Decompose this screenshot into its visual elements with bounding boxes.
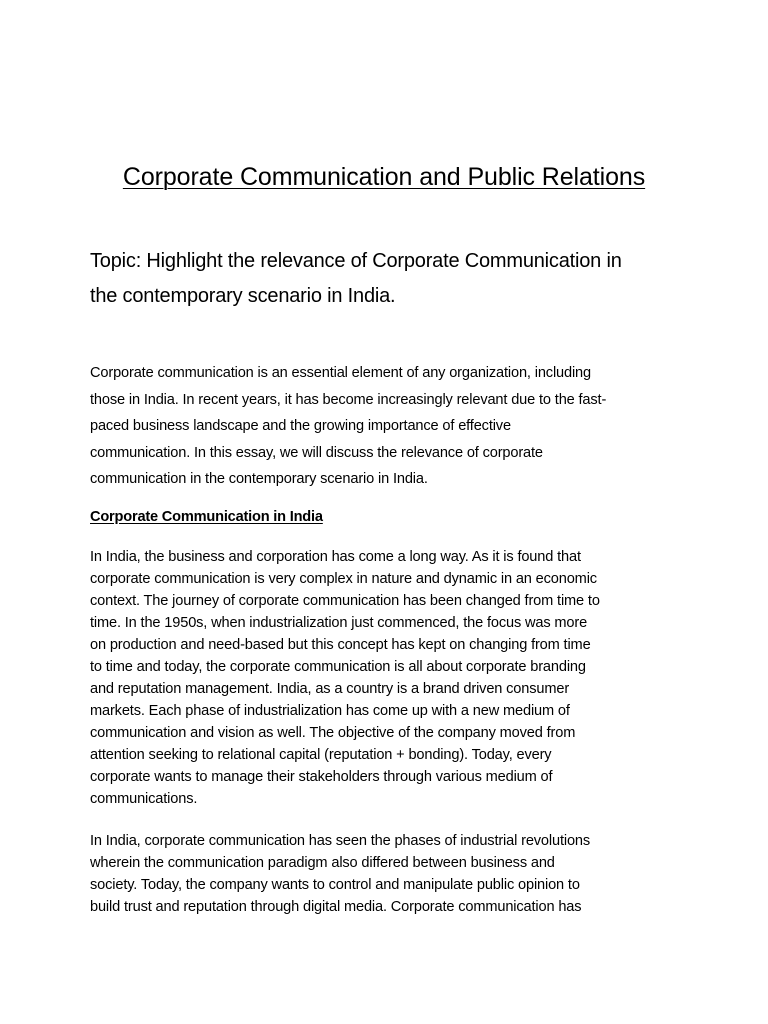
paragraph-line: wherein the communication paradigm also differed between business and (90, 855, 555, 871)
paragraph-line: communication and vision as well. The objective of the company moved from (90, 725, 576, 741)
paragraph-line: build trust and reputation through digital media. Corporate communication has (90, 899, 582, 915)
paragraph-line: corporate wants to manage their stakeholders through various medium of (90, 769, 553, 785)
paragraph-line: on production and need-based but this concept has kept on changing from time (90, 637, 591, 653)
body-paragraph-2 (90, 830, 690, 918)
section-heading: Corporate Communication in India (90, 509, 323, 525)
paragraph-line: context. The journey of corporate communication has been changed from time to (90, 593, 600, 609)
intro-line: communication. In this essay, we will discuss the relevance of corporate (90, 444, 543, 461)
paragraph-line: In India, corporate communication has seen the phases of industrial revolutions (90, 833, 591, 849)
paragraph-line: corporate communication is very complex in nature and dynamic in an economic (90, 571, 597, 587)
intro-line: Corporate communication is an essential element of any organization, including (90, 365, 591, 381)
paragraph-line: markets. Each phase of industrialization has come up with a new medium of (90, 703, 570, 719)
paragraph-line: communications. (90, 791, 198, 807)
intro-line: communication in the contemporary scenario in India. (90, 471, 428, 488)
topic-line: the contemporary scenario in India. (90, 285, 396, 307)
intro-paragraph (90, 360, 690, 493)
intro-line: those in India. In recent years, it has become increasingly relevant due to the fast- (90, 391, 607, 408)
topic-line: Topic: Highlight the relevance of Corporate Communication in (90, 250, 622, 272)
document-title: Corporate Communication and Public Relations (122, 163, 646, 191)
paragraph-line: society. Today, the company wants to control and manipulate public opinion to (90, 877, 580, 893)
paragraph-line: and reputation management. India, as a country is a brand driven consumer (90, 681, 570, 697)
paragraph-line: In India, the business and corporation has come a long way. As it is found that (90, 549, 581, 565)
body-paragraph-1 (90, 546, 690, 810)
paragraph-line: time. In the 1950s, when industrialization just commenced, the focus was more (90, 615, 588, 631)
intro-line: paced business landscape and the growing importance of effective (90, 418, 511, 435)
topic-heading (90, 244, 690, 314)
paragraph-line: to time and today, the corporate communication is all about corporate branding (90, 659, 586, 675)
paragraph-line: attention seeking to relational capital (reputation + bonding). Today, every (90, 747, 552, 763)
